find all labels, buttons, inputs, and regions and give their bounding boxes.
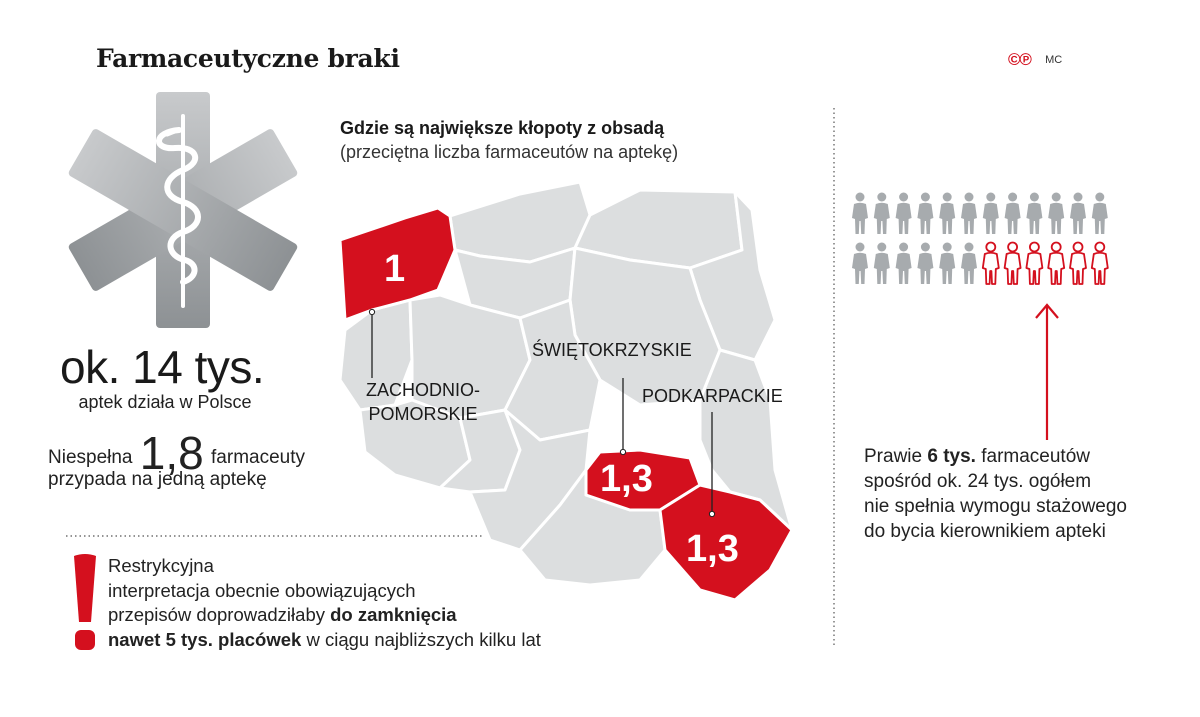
warning-line1: Restrykcyjna xyxy=(108,555,214,576)
warning-line4-bold: nawet 5 tys. placówek xyxy=(108,628,302,650)
warning-line3-a: przepisów doprowadziłaby xyxy=(108,604,331,625)
value-zachodniopomorskie: 1 xyxy=(384,248,406,290)
pharmacy-count: ok. 14 tys. xyxy=(60,341,265,393)
person-icon xyxy=(1048,193,1064,235)
person-icon xyxy=(961,193,977,235)
ratio-statement xyxy=(48,427,305,495)
person-icon-highlighted xyxy=(983,243,999,285)
person-icon xyxy=(1070,193,1086,235)
staff-note xyxy=(864,444,1164,544)
label-swietokrzyskie: ŚWIĘTOKRZYSKIE xyxy=(532,340,692,360)
person-icon xyxy=(1026,193,1042,235)
person-icon-highlighted xyxy=(1026,243,1042,285)
note-line1-a: Prawie xyxy=(864,446,928,467)
right-divider xyxy=(832,108,836,648)
person-icon xyxy=(852,243,868,285)
person-icon-highlighted xyxy=(1005,243,1021,285)
person-icon xyxy=(896,243,912,285)
person-icon xyxy=(983,193,999,235)
author-initials: MC xyxy=(1045,54,1063,66)
person-icon xyxy=(874,243,890,285)
label-zachodniopomorskie xyxy=(348,378,498,426)
value-podkarpackie: 1,3 xyxy=(686,528,739,570)
note-line2: spośród ok. 24 tys. ogółem xyxy=(864,471,1092,492)
ratio-value: 1,8 xyxy=(139,427,204,479)
star-of-life-icon xyxy=(52,88,314,332)
person-icon xyxy=(1092,193,1108,235)
exclamation-icon xyxy=(70,552,100,654)
person-icon xyxy=(917,193,933,235)
map-title: Gdzie są największe kłopoty z obsadą xyxy=(340,118,665,138)
note-line4: do bycia kierownikiem apteki xyxy=(864,521,1106,542)
value-swietokrzyskie: 1,3 xyxy=(600,458,653,500)
person-icon-highlighted xyxy=(1048,243,1064,285)
note-line1 xyxy=(864,444,1164,469)
label-podkarpackie: PODKARPACKIE xyxy=(642,386,783,406)
person-icon xyxy=(852,193,868,235)
map-subtitle: (przeciętna liczba farmaceutów na aptekę) xyxy=(340,142,679,162)
copyright-mark: ©℗ xyxy=(1008,50,1032,69)
ratio-suffix: farmaceuty xyxy=(211,447,305,468)
note-line1-c: farmaceutów xyxy=(975,446,1090,467)
label-zachodniopomorskie-line1: ZACHODNIO- xyxy=(366,380,480,400)
person-icon-highlighted xyxy=(1070,243,1086,285)
person-icon xyxy=(874,193,890,235)
person-icon xyxy=(939,243,955,285)
page-title: Farmaceutyczne braki xyxy=(96,44,400,73)
person-icon xyxy=(939,193,955,235)
arrow-up-icon xyxy=(1032,300,1062,442)
note-line3: nie spełnia wymogu stażowego xyxy=(864,496,1127,517)
warning-line4 xyxy=(108,628,668,653)
person-icon-highlighted xyxy=(1092,243,1108,285)
label-zachodniopomorskie-line2: POMORSKIE xyxy=(368,404,478,424)
warning-line3-bold: do zamknięcia xyxy=(330,604,457,625)
credit xyxy=(1008,50,1062,70)
person-icon xyxy=(896,193,912,235)
ratio-line2: przypada na jedną aptekę xyxy=(48,469,267,490)
note-line1-bold: 6 tys. xyxy=(927,446,976,467)
person-icon xyxy=(1005,193,1021,235)
ratio-prefix: Niespełna xyxy=(48,447,133,468)
person-icon xyxy=(961,243,977,285)
warning-line2: interpretacja obecnie obowiązujących xyxy=(108,579,416,601)
pharmacy-count-caption: aptek działa w Polsce xyxy=(78,392,252,412)
warning-line4-b: w ciągu najbliższych kilku lat xyxy=(301,628,541,650)
people-chart xyxy=(850,190,1120,300)
person-icon xyxy=(917,243,933,285)
